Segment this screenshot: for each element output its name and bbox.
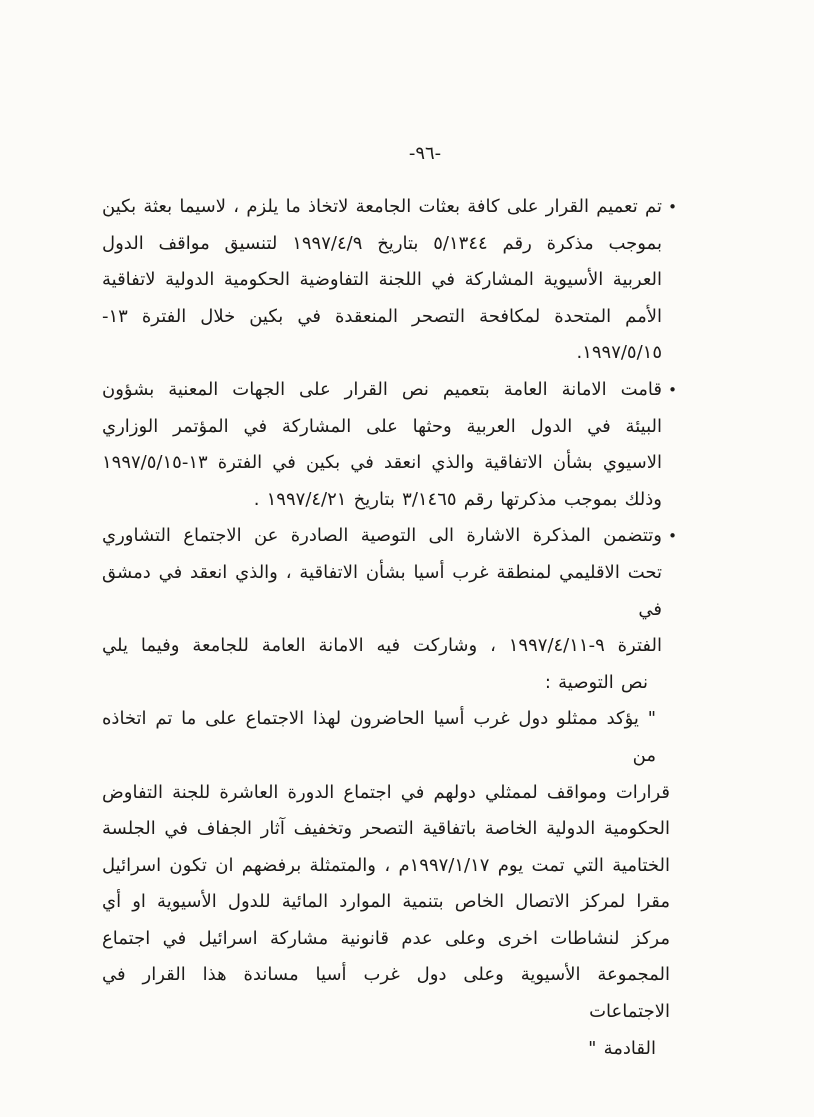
bullet-icon: • bbox=[668, 527, 677, 546]
text-line-quote-close: القادمة " bbox=[588, 1037, 656, 1059]
text-line: الأمم المتحدة لمكافحة التصحر المنعقدة في بكين خلال الفترة ١٣- bbox=[102, 305, 662, 327]
text-line: الختامية التي تمت يوم ١٩٩٧/١/١٧م ، والمتمثلة برفضهم ان تكون اسرائيل bbox=[102, 854, 670, 876]
text-line: العربية الأسيوية المشاركة في اللجنة التفاوضية الحكومية الدولية لاتفاقية bbox=[102, 269, 662, 291]
bullet-icon: • bbox=[668, 380, 677, 399]
text-line: مقرا لمركز الاتصال الخاص بتنمية الموارد المائية للدول الأسيوية او أي bbox=[102, 891, 670, 913]
text-line: تحت الاقليمي لمنطقة غرب أسيا بشأن الاتفاقية ، والذي انعقد في دمشق في bbox=[102, 561, 662, 620]
text-line-quote-open: " يؤكد ممثلو دول غرب أسيا الحاضرون لهذا الاجتماع على ما تم اتخاذه من bbox=[102, 708, 656, 766]
text-line: المجموعة الأسيوية وعلى دول غرب أسيا مساندة هذا القرار في الاجتماعات bbox=[102, 964, 670, 1023]
text-line: قامت الامانة العامة بتعميم نص القرار على الجهات المعنية بشؤون bbox=[102, 378, 662, 400]
document-content bbox=[102, 189, 677, 1067]
page-number: -٩٦- bbox=[408, 143, 442, 164]
text-line: مركز لنشاطات اخرى وعلى عدم قانونية مشاركة اسرائيل في اجتماع bbox=[102, 927, 670, 949]
text-line: الحكومية الدولية الخاصة باتفاقية التصحر وتخفيف آثار الجفاف في الجلسة bbox=[102, 818, 670, 840]
recommendation-label: نص التوصية : bbox=[544, 671, 648, 693]
text-line: الفترة ٩-١٩٩٧/٤/١١ ، وشاركت فيه الامانة العامة للجامعة وفيما يلي bbox=[102, 635, 663, 657]
text-line: البيئة في الدول العربية وحثها على المشاركة في المؤتمر الوزاري bbox=[102, 415, 662, 437]
bullet-paragraph-circular bbox=[102, 189, 677, 372]
text-line-date: ١٩٩٧/٥/١٥. bbox=[576, 342, 662, 364]
bullet-icon: • bbox=[668, 198, 677, 216]
recommendation-paragraph bbox=[102, 701, 674, 1067]
text-line: وذلك بموجب مذكرتها رقم ٣/١٤٦٥ بتاريخ ١٩٩٧/٤/٢١ . bbox=[253, 488, 662, 510]
bullet-paragraph-memo bbox=[102, 518, 677, 664]
text-line: تم تعميم القرار على كافة بعثات الجامعة لاتخاذ ما يلزم ، لاسيما بعثة بكين bbox=[102, 196, 662, 217]
text-line: الاسيوي بشأن الاتفاقية والذي انعقد في بكين في الفترة ١٣-١٩٩٧/٥/١٥ bbox=[102, 452, 662, 474]
text-line: بموجب مذكرة رقم ٥/١٣٤٤ بتاريخ ١٩٩٧/٤/٩ لتنسيق مواقف الدول bbox=[102, 232, 662, 254]
recommendation-label-block bbox=[102, 665, 674, 702]
text-line: قرارات ومواقف لممثلي دولهم في اجتماع الدورة العاشرة للجنة التفاوض bbox=[102, 781, 670, 803]
bullet-paragraph-secretariat bbox=[102, 372, 677, 518]
text-line: وتتضمن المذكرة الاشارة الى التوصية الصادرة عن الاجتماع التشاوري bbox=[102, 525, 662, 547]
